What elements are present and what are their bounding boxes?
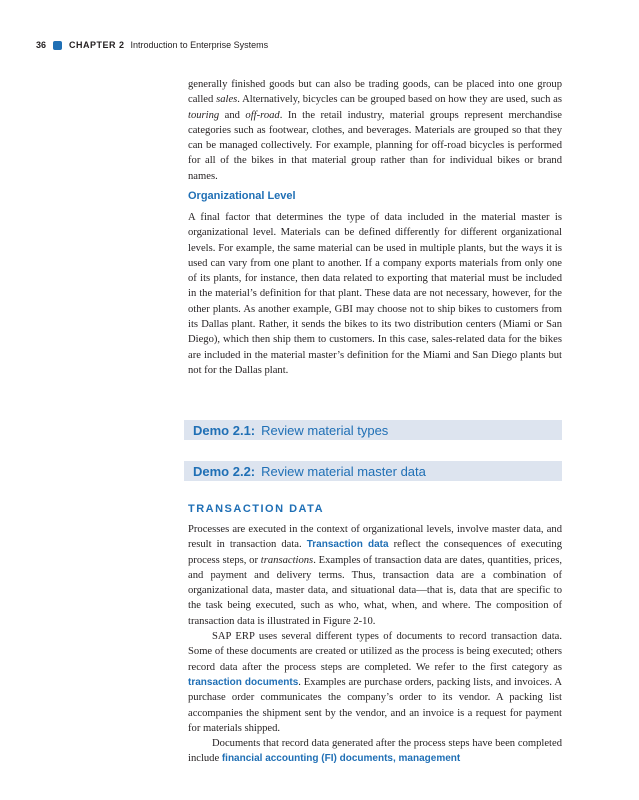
org-level-paragraph: A final factor that determines the type of data included in the material master is organizational level. Materials can be defined differently for different organizational levels. For example, the same material can be used in multiple plants, but the ways it is used can vary from one plant to another. If a company exports materials from only one of its plants, for instance, then data related to exporting that material must be included in the material’s definition for that plant. These data are not necessary, however, for the other plants. As another example, GBI may choose not to ship bikes to customers from its Dallas plant. Rather, it sends the bikes to its two distribution centers (Miami or San Diego), which then ship them to customers. In this case, sales-related data for the bikes are included in the material master’s definition for the Miami and San Diego plants but not for the Dallas plant. [188, 212, 562, 376]
term-financial-documents: financial accounting (FI) documents, management [221, 753, 461, 765]
demo-title: Review material master data [261, 463, 426, 479]
demo-box-material-types[interactable] [184, 420, 562, 440]
chapter-label: CHAPTER 2 [69, 40, 125, 50]
term-transaction-data: Transaction data [306, 539, 389, 551]
org-level-heading: Organizational Level [188, 190, 296, 202]
text-run: reflect the consequences of executing process steps, or [188, 539, 562, 566]
chapter-title: Introduction to Enterprise Systems [130, 40, 269, 50]
chapter-square-icon [53, 41, 62, 50]
org-level-section [188, 210, 562, 378]
italic-touring: touring [188, 109, 220, 121]
transaction-paragraph-2 [188, 629, 562, 736]
transaction-data-heading: TRANSACTION DATA [188, 503, 325, 515]
transaction-section [188, 522, 562, 767]
text-run: . Examples of transaction data are dates, quantities, prices, and payment and delivery terms. Thus, transaction data are a combination of organizational data, master data, and situational data—that is, data that are specific to the task being executed, such as who, what, when, and where. The composition of transaction data is illustrated in Figure 2-10. [188, 554, 562, 627]
intro-section [188, 77, 562, 184]
text-run: . Alternatively, bicycles can be grouped based on how they are used, such as [237, 94, 562, 106]
running-head [36, 38, 268, 52]
italic-transactions: transactions [260, 554, 314, 566]
italic-sales: sales [216, 94, 238, 106]
intro-paragraph [188, 77, 562, 184]
transaction-paragraph-3 [188, 736, 562, 767]
italic-offroad: off-road [245, 109, 280, 121]
demo-box-material-master[interactable] [184, 461, 562, 481]
text-run: Processes are executed in the context of organizational levels, involve master data, and result in transaction data. [188, 524, 562, 551]
text-run: . In the retail industry, material groups represent merchandise categories such as footwear, clothes, and beverages. Materials are grouped so that they can be managed collectively. For example, planning for off-road bicycles is performed for all of the bikes in that material group rather than for individual bikes or brand names. [188, 109, 563, 182]
transaction-paragraph-1 [188, 522, 562, 629]
demo-label: Demo 2.1: [193, 422, 256, 438]
demo-label: Demo 2.2: [193, 463, 256, 479]
text-run: SAP ERP uses several different types of documents to record transaction data. Some of these documents are created or utilized as the process is being executed; others record data after the process steps are completed. We refer to the first category as [188, 631, 562, 673]
text-run: Documents that record data generated after the process steps have been completed include [188, 738, 562, 765]
text-run: and [219, 109, 246, 121]
text-run: generally finished goods but can also be trading goods, can be placed into one group called [188, 79, 562, 106]
demo-title: Review material types [261, 422, 389, 438]
term-transaction-documents: transaction documents [188, 676, 299, 688]
page-number: 36 [36, 40, 47, 50]
text-run: . Examples are purchase orders, packing lists, and invoices. A purchase order communicates the company’s order to its vendor. A packing list accompanies the shipment sent by the vendor, and an invoice is a request for payment for materials shipped. [188, 676, 562, 734]
